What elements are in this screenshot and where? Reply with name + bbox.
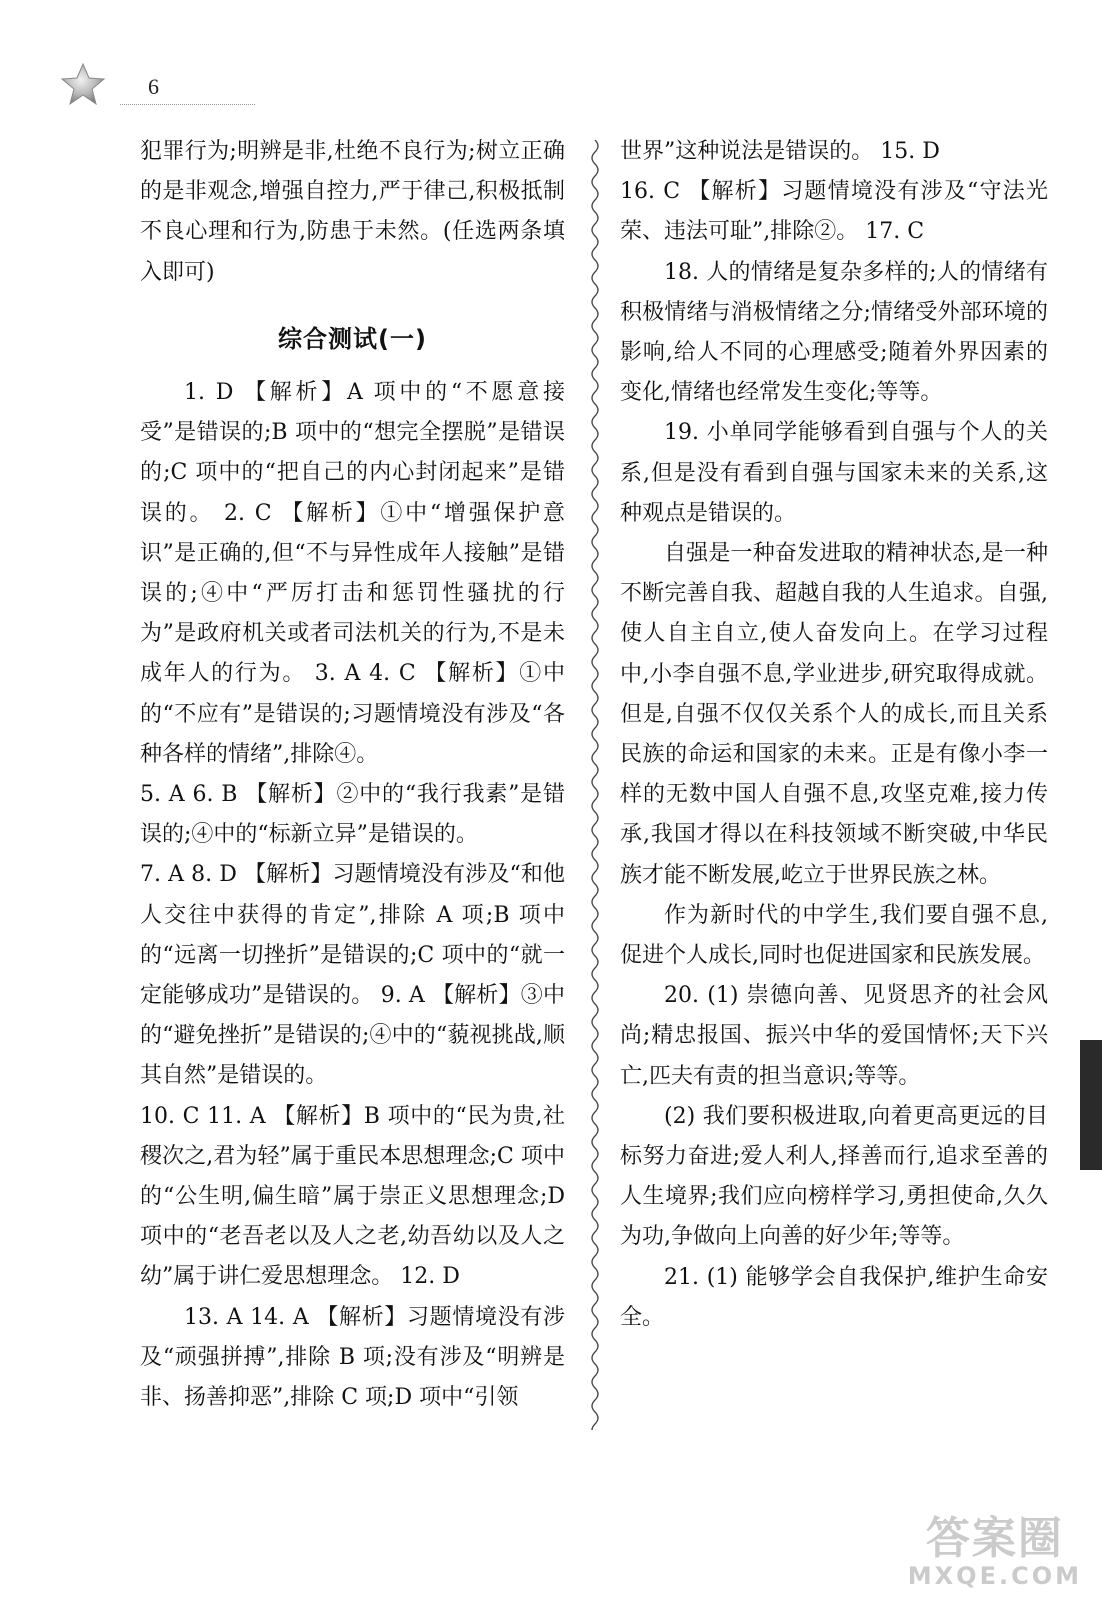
paragraph: 世界”这种说法是错误的。 15. D: [620, 139, 940, 164]
header-rule: [120, 104, 255, 105]
watermark: [908, 1502, 1082, 1590]
paragraph: 13. A 14. A 【解析】习题情境没有涉及“顽强拼搏”,排除 B 项;没有涉及“明辨是非、扬善抑恶”,排除 C 项;D 项中“引领: [140, 1304, 565, 1411]
page-header: [60, 62, 200, 112]
section-title: 综合测试(一): [278, 324, 427, 353]
page-number: 6: [148, 74, 159, 99]
watermark-logo-text: 答案圈: [925, 1513, 1064, 1564]
paragraph: 7. A 8. D 【解析】习题情境没有涉及“和他人交往中获得的肯定”,排除 A 项;B 项中的“远离一切挫折”是错误的;C 项中的“就一定能够成功”是错误的。 9. A 【解析】③中的“避免挫折”是错误的;④中的“藐视挑战,顺其自然”是错误的。: [140, 862, 565, 1089]
column-divider: [588, 140, 602, 1430]
paragraph: 20. (1) 崇德向善、见贤思齐的社会风尚;精忠报国、振兴中华的爱国情怀;天下兴亡,匹夫有责的担当意识;等等。: [620, 983, 1048, 1089]
left-column: [140, 132, 565, 1418]
watermark-url: MXQE.COM: [907, 1562, 1082, 1590]
paragraph: 自强是一种奋发进取的精神状态,是一种不断完善自我、超越自我的人生追求。自强,使人自主自立,使人奋发向上。在学习过程中,小李自强不息,学业进步,研究取得成就。但是,自强不仅仅关系个人的成长,而且关系民族的命运和国家的未来。正是有像小李一样的无数中国人自强不息,攻坚克难,接力传承,我国才得以在科技领域不断突破,中华民族才能不断发展,屹立于世界民族之林。: [620, 541, 1048, 888]
right-column: [620, 132, 1048, 1338]
paragraph: 16. C 【解析】习题情境没有涉及“守法光荣、违法可耻”,排除②。 17. C: [620, 179, 1048, 245]
paragraph: 1. D 【解析】A 项中的“不愿意接受”是错误的;B 项中的“想完全摆脱”是错误的;C 项中的“把自己的内心封闭起来”是错误的。 2. C 【解析】①中“增强保护意识”是正确的,但“不与异性成年人接触”是错误的;④中“严厉打击和惩罚性骚扰的行为”是政府机关或者司法机关的行为,不是未成年人的行为。 3. A 4. C 【解析】①中的“不应有”是错误的;习题情境没有涉及“各种各样的情绪”,排除④。: [140, 380, 565, 767]
paragraph: 10. C 11. A 【解析】B 项中的“民为贵,社稷次之,君为轻”属于重民本思想理念;C 项中的“公生明,偏生暗”属于崇正义思想理念;D 项中的“老吾老以及人之老,幼吾幼以及人之幼”属于讲仁爱思想理念。 12. D: [140, 1103, 565, 1290]
paragraph: (2) 我们要积极进取,向着更高更远的目标努力奋进;爱人利人,择善而行,追求至善的人生境界;我们应向榜样学习,勇担使命,久久为功,争做向上向善的好少年;等等。: [620, 1103, 1048, 1250]
paragraph: 作为新时代的中学生,我们要自强不息,促进个人成长,同时也促进国家和民族发展。: [620, 902, 1048, 969]
paragraph: 19. 小单同学能够看到自强与个人的关系,但是没有看到自强与国家未来的关系,这种观点是错误的。: [620, 420, 1048, 526]
page-edge-shadow: [1080, 1040, 1102, 1170]
star-icon: [60, 62, 106, 106]
paragraph: 21. (1) 能够学会自我保护,维护生命安全。: [620, 1264, 1048, 1330]
paragraph: 犯罪行为;明辨是非,杜绝不良行为;树立正确的是非观念,增强自控力,严于律己,积极抵制不良心理和行为,防患于未然。(任选两条填入即可): [140, 139, 565, 285]
paragraph: 5. A 6. B 【解析】②中的“我行我素”是错误的;④中的“标新立异”是错误的。: [140, 782, 565, 848]
paragraph: 18. 人的情绪是复杂多样的;人的情绪有积极情绪与消极情绪之分;情绪受外部环境的影响,给人不同的心理感受;随着外界因素的变化,情绪也经常发生变化;等等。: [620, 259, 1048, 406]
